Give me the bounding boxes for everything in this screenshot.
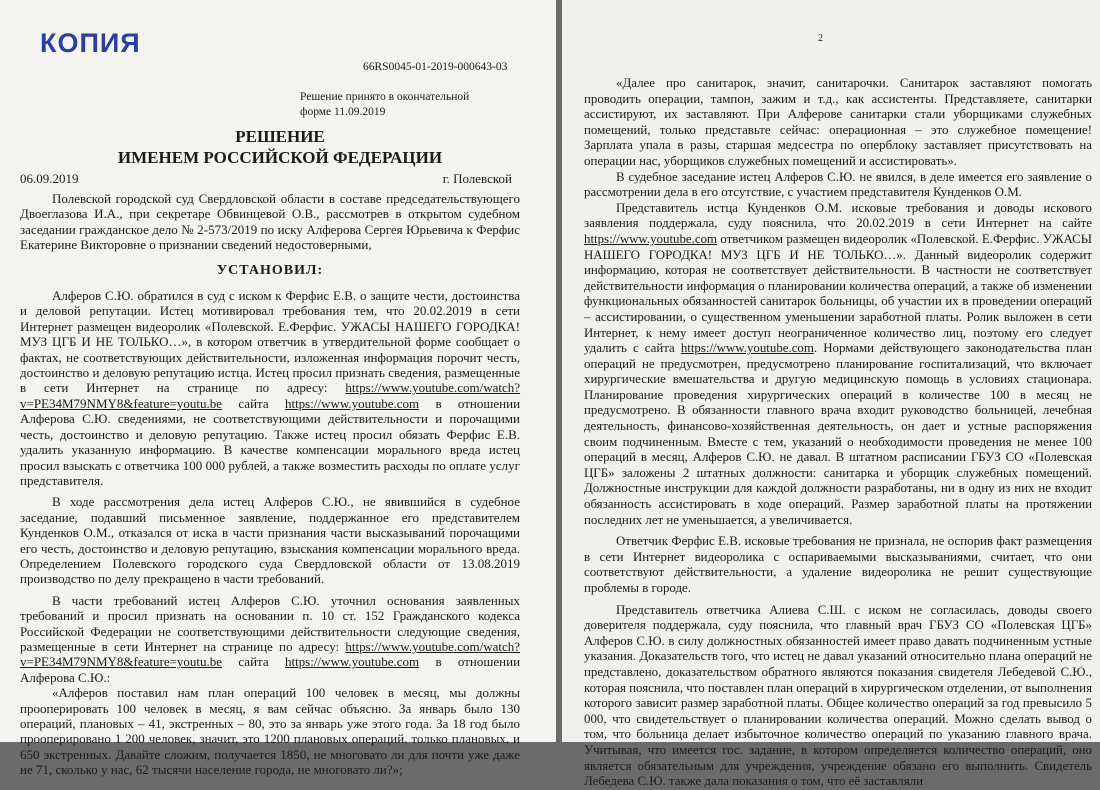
paragraph-r3-text: Представитель истца Кунденков О.М. исковые требования и доводы искового заявления поддержала, суду пояснила, что 20.02.2019 в сети Интернет на сайте <box>584 200 1092 231</box>
paragraph-r3-text-continued: ответчиком размещен видеоролик «Полевской. Е.Ферфис. УЖАСЫ НАШЕГО ГОРОДКА! МУЗ ЦГБ И НЕ ТОЛЬКО…». Данный видеоролик содержит информацию, которая не соответствует действительности. В частности не соответствует действительности информация о планировании количества операций, а также об изменении функциональных обязанностей санитарок больницы, об участии их в проведении операций – ассистировании, о существенном уменьшении заработной платы. Ролик выложен в сети Интернет, к нему имеет доступ неограниченное количество лиц, поэтому его следует удалить с сайта <box>584 231 1092 356</box>
document-subtitle: ИМЕНЕМ РОССИЙСКОЙ ФЕДЕРАЦИИ <box>117 148 443 167</box>
site-link[interactable]: https://www.youtube.com <box>680 341 814 356</box>
case-number: 66RS0045-01-2019-000643-03 <box>363 61 508 73</box>
paragraph-1 <box>20 288 520 488</box>
document-page-right <box>562 0 1100 789</box>
document-title-block <box>30 126 530 168</box>
paragraph-r5: Представитель ответчика Алиева С.Ш. с иском не согласилась, доводы своего доверителя поддержала, суду пояснила, что главный врач ГБУЗ СО «Полевская ЦГБ» Алферов С.Ю. в силу должностных обязанностей имеет право давать подчиненным устные указания. Доказательств того, что истец не давал указаний относительно плана операций не представлено, доказательством обратного являются показания свидетеля Лебедевой С.Ю., которая пояснила, что поставлен план операций в хирургическом отделении, от выполнения которого зависит размер заработной платы. Общее количество операций за год превысило 5 000, что свидетельствует о планировании количества операций. Можно сделать вывод о том, что больница делает избыточное количество операций по указанию главного врача. Учитывая, что имеется гос. задание, в котором определяется количество операций, оно является обязательным для учреждения, учреждение обязано его выполнить. Свидетель Лебедева С.Ю. также дала показания о том, что её заставляли <box>584 602 1092 789</box>
paragraph-3 <box>20 593 520 685</box>
video-link[interactable]: https://www.youtube.com/watch?v=PE34M79NMY8&feature=youtu.be <box>20 380 521 411</box>
quote-paragraph: «Алферов поставил нам план операций 100 человек в месяц, мы должны прооперировать 100 человек в месяц, я вам сейчас объясню. За январь было 130 операций, плановых – 41, экстренных – 80, это за январь уже этого года. За 18 год было прооперировано 1 200 человек, значит, это 1200 плановых операций, только плановых, и 650 экстренных. Давайте сложим, получается 1850, не многовато ли для почти уже даже не 71, сколько у нас, 62 тысячи население города, не многовато ли?»; <box>20 685 520 778</box>
decision-note: Решение принято в окончательной форме 11.09.2019 <box>300 91 470 118</box>
site-link[interactable]: https://www.youtube.com <box>284 654 420 670</box>
paragraph-r3-text-end: . Нормами действующего законодательства план операций не предусмотрен, предусмотрено планирование госпитализаций, что включает хирургические вмешательства и другую медицинскую помощь в условиях стационара. Планирование проведения хирургических операций в количестве 100 в месяц не предусмотрено. В обязанности главного врача входит руководство больницей, лечебная деятельность, финансово-хозяйственная деятельность, он дает и устные распоряжения своим подчиненным. Вместе с тем, указаний о необходимости проведения не менее 100 операций в месяц, Алферов С.Ю. не давал. В штатном расписании ГБУЗ СО «Полевская ЦГБ» заложены 2 штатных должности: санитарка и уборщик служебных помещений. Должностные инструкции для каждой должности разработаны, ни в одну из них не входит обязанность ассистировать в ходе операций. Размер заработной платы на протяжении последних лет не уменьшается, а увеличивается. <box>584 341 1092 527</box>
date-row <box>20 171 512 187</box>
established-heading: УСТАНОВИЛ: <box>216 262 324 278</box>
quote-paragraph-2: «Далее про санитарок, значит, санитарочки. Санитарок заставляют помогать проводить операции, тампон, зажим и т.д., как ассистенты. Представляете, санитарки ассистируют, их заставляют. При Алферове санитарки стали уборщиками служебных помещений, только представьте сейчас: операционная – это служебное помещение! Зарплата упала в разы, старшая медсестра по оперблоку заставляет присутствовать на операции нас, уборщиков служебных помещений и ассистировать». <box>584 76 1092 168</box>
left-body-text <box>20 191 520 778</box>
document-page-left <box>0 0 556 778</box>
site-word: сайта <box>238 654 269 670</box>
paragraph-1-text: Алферов С.Ю. обратился в суд с иском к Ферфис Е.В. о защите чести, достоинства и деловой репутации. Истец мотивировал требования тем, что 20.02.2019 в сети Интернет размещен видеоролик «Полевской. Е.Ферфис. УЖАСЫ НАШЕГО ГОРОДКА! МУЗ ЦГБ И НЕ ТОЛЬКО…», в котором ответчик в утвердительной форме сообщает о фактах, не соответствующих действительности, изложенная информация порочит честь, достоинство и деловую репутацию истца. Истец просил признать сведения, размещенные в сети Интернет на странице по адресу: <box>20 288 520 396</box>
page-number: 2 <box>818 33 823 44</box>
document-title: РЕШЕНИЕ <box>235 127 325 146</box>
site-word: сайта <box>238 395 269 411</box>
paragraph-1-text-continued: в отношении Алферова С.Ю. сведениями, не соответствующими действительности и порочащими честь, достоинство и деловую репутацию. Также истец просил обязать Ферфис Е.В. удалить указанную информацию. В качестве компенсации морального вреда истец просил взыскать с ответчика 100 000 рублей, а также возместить расходы по оплате услуг представителя. <box>20 395 521 488</box>
paragraph-3-text: В части требований истец Алферов С.Ю. уточнил основания заявленных требований и просил признать на основании п. 10 ст. 152 Гражданского кодекса Российской Федерации не соответствующими действительности следующие сведения, размещенные в сети Интернет на странице по адресу: <box>20 592 520 654</box>
paragraph-3-text-continued: в отношении Алферова С.Ю.: <box>20 654 521 685</box>
right-body-text <box>584 76 1092 790</box>
paragraph-r3 <box>584 201 1092 528</box>
paragraph-2: В ходе рассмотрения дела истец Алферов С.Ю., не явившийся в судебное заседание, подавший письменное заявление, поддержанное его представителем Кунденков О.М., отказался от иска в части признания части высказываний порочащими его честь, достоинство и деловую репутацию, взыскания компенсации морального вреда. Определением Полевского городского суда Свердловской области от 13.08.2019 производство по делу прекращено в части требований. <box>20 494 520 587</box>
copy-stamp: КОПИЯ <box>40 28 141 58</box>
site-link[interactable]: https://www.youtube.com <box>584 231 718 246</box>
decision-city: г. Полевской <box>442 171 512 186</box>
intro-paragraph: Полевской городской суд Свердловской области в составе председательствующего Двоеглазова И.А., при секретаре Обвинцевой О.В., рассмотрев в открытом судебном заседании гражданское дело № 2-573/2019 по иску Алферова Сергея Юрьевича к Ферфис Екатерине Викторовне о признании сведений недостоверными, <box>20 191 520 253</box>
paragraph-r2: В судебное заседание истец Алферов С.Ю. не явился, в деле имеется его заявление о рассмотрении дела в его отсутствие, с участием представителя Кунденков О.М. <box>584 169 1092 200</box>
site-link[interactable]: https://www.youtube.com <box>284 395 420 411</box>
decision-date: 06.09.2019 <box>20 171 79 186</box>
video-link[interactable]: https://www.youtube.com/watch?v=PE34M79NMY8&feature=youtu.be <box>20 638 520 670</box>
paragraph-r4: Ответчик Ферфис Е.В. исковые требования не признала, не оспорив факт размещения в сети Интернет видеоролика с оспариваемыми высказываниями, считает, что они соответствуют действительности, а удаление видеоролика не решит существующие проблемы в городе. <box>584 534 1092 595</box>
